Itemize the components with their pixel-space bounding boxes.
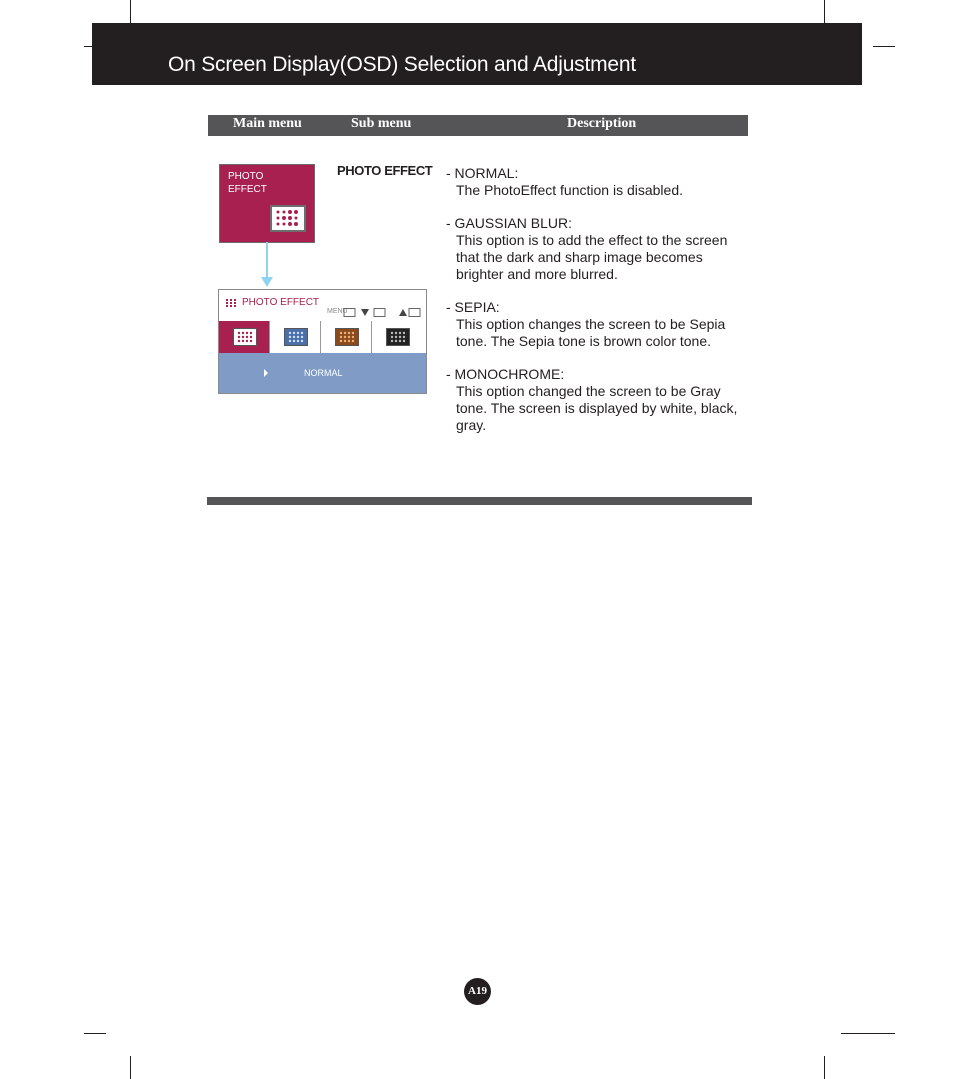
crop-mark <box>824 1056 825 1079</box>
monochrome-effect-icon <box>386 328 410 346</box>
main-menu-icon-label: PHOTO EFFECT <box>228 171 267 195</box>
sub-menu-label: PHOTO EFFECT <box>337 163 433 178</box>
description-item-sepia: - SEPIA: This option changes the screen to be Sepia tone. The Sepia tone is brown color tone. <box>446 299 726 349</box>
down-arrow-icon <box>361 309 369 316</box>
osd-tile-row <box>219 321 426 353</box>
sepia-effect-icon <box>335 328 359 346</box>
description-column-label: Description <box>567 116 637 131</box>
enter-icon <box>409 309 420 317</box>
crop-mark <box>824 0 825 23</box>
normal-effect-icon <box>233 328 257 346</box>
caret-right-icon <box>264 369 268 377</box>
sub-menu-column-label: Sub menu <box>351 116 412 131</box>
description-item-gaussian-blur: - GAUSSIAN BLUR: This option is to add the effect to the screen that the dark and sharp image becomes brighter and more blurred. <box>446 215 728 282</box>
sepia-tile[interactable] <box>321 321 372 353</box>
current-effect-value: NORMAL <box>304 368 343 378</box>
page-header <box>92 23 862 85</box>
description-item-normal: - NORMAL: The PhotoEffect function is disabled. <box>446 165 683 198</box>
flow-arrow-head-icon <box>261 277 273 287</box>
gaussian-blur-tile[interactable] <box>270 321 321 353</box>
osd-title-grid-icon <box>226 299 238 307</box>
description-item-monochrome: - MONOCHROME: This option changed the screen to be Gray tone. The screen is displayed by white, black, gray. <box>446 366 738 433</box>
crop-mark <box>84 46 92 47</box>
up-arrow-icon <box>399 309 407 316</box>
section-end-bar <box>207 497 752 505</box>
osd-title: PHOTO EFFECT <box>242 297 320 308</box>
crop-mark <box>130 0 131 23</box>
dot-grid-icon <box>270 205 306 232</box>
osd-window <box>218 289 427 394</box>
osd-value-panel <box>219 353 426 393</box>
description-list <box>446 165 746 450</box>
crop-mark <box>873 46 895 47</box>
page-title: On Screen Display(OSD) Selection and Adjustment <box>168 53 636 76</box>
column-header-bar <box>208 115 748 136</box>
crop-mark <box>841 1033 895 1034</box>
gaussian-blur-effect-icon <box>284 328 308 346</box>
main-menu-column-label: Main menu <box>233 116 302 131</box>
page-number-badge: A19 <box>464 978 491 1005</box>
flow-arrow-line <box>266 242 268 278</box>
exit-icon <box>344 309 355 317</box>
photo-effect-main-menu-icon <box>219 164 315 243</box>
osd-control-icons <box>343 308 423 318</box>
menu-label: MENU <box>327 308 348 315</box>
crop-mark <box>130 1056 131 1079</box>
back-icon <box>374 309 385 317</box>
crop-mark <box>84 1033 106 1034</box>
monochrome-tile[interactable] <box>372 321 426 353</box>
normal-tile[interactable] <box>219 321 270 353</box>
